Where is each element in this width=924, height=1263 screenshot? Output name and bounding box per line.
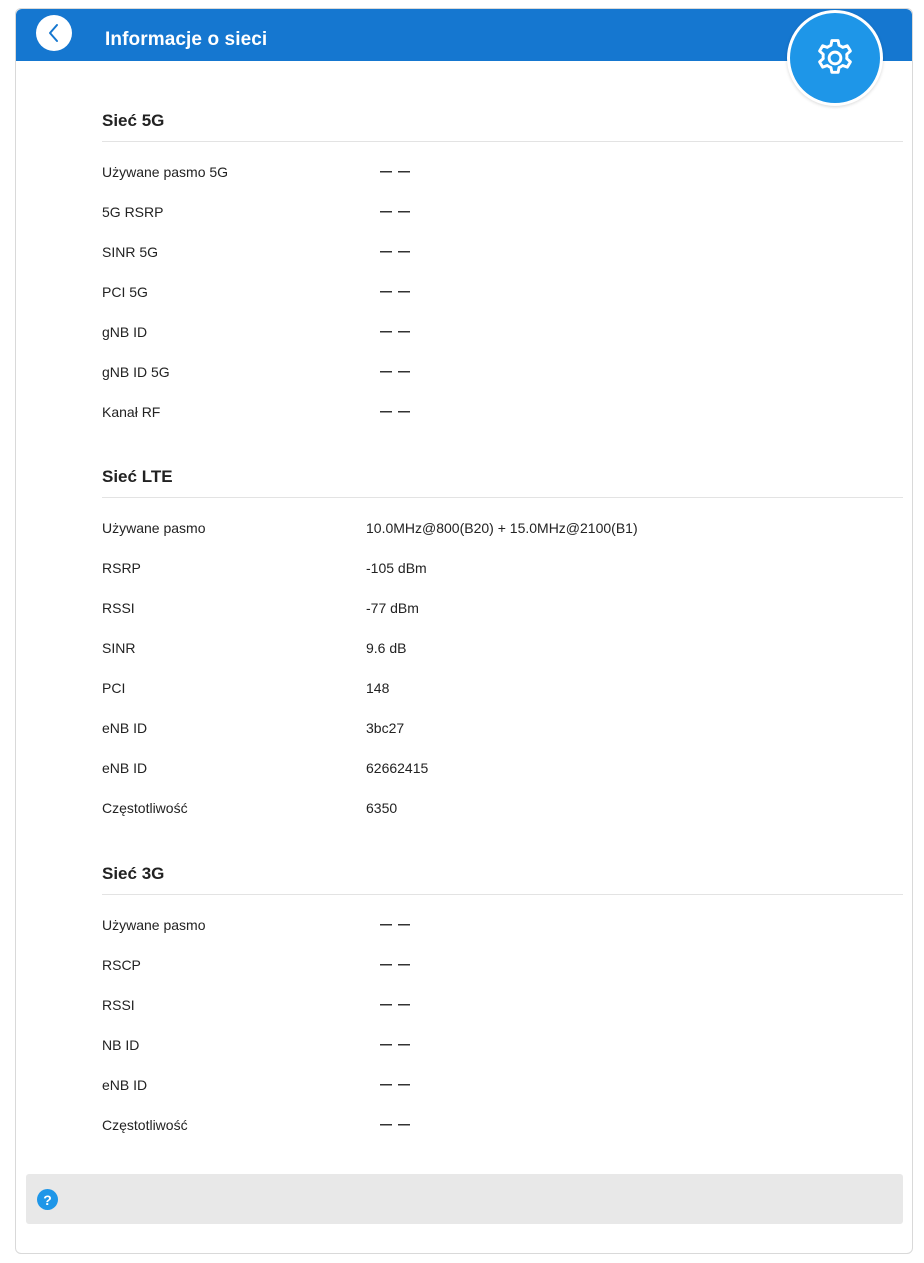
info-row-label: RSSI — [102, 600, 135, 616]
back-button[interactable] — [36, 15, 72, 51]
info-row-value: 3bc27 — [366, 720, 405, 736]
info-row-value — [380, 997, 410, 1013]
info-row-value: 10.0MHz@800(B20) + 15.0MHz@2100(B1) — [366, 520, 638, 536]
settings-button[interactable] — [787, 10, 883, 106]
info-row-label: Częstotliwość — [102, 1117, 188, 1133]
section-title: Sieć LTE — [102, 467, 173, 486]
info-row-value — [380, 404, 410, 420]
info-row-label: Używane pasmo — [102, 917, 206, 933]
info-row-value — [380, 204, 410, 220]
info-row-value — [380, 324, 410, 340]
empty-value-dash — [380, 1004, 410, 1006]
empty-value-dash — [380, 411, 410, 413]
info-row-label: eNB ID — [102, 1077, 148, 1093]
network-info-card — [15, 8, 913, 1254]
empty-value-dash — [380, 964, 410, 966]
info-row-label: Częstotliwość — [102, 800, 188, 816]
info-row-value: 62662415 — [366, 760, 429, 776]
info-row-value — [380, 364, 410, 380]
info-row-label: eNB ID — [102, 760, 148, 776]
empty-value-dash — [380, 291, 410, 293]
empty-value-dash — [380, 371, 410, 373]
info-row-value — [380, 1037, 410, 1053]
info-row-label: RSSI — [102, 997, 135, 1013]
empty-value-dash — [380, 1124, 410, 1126]
info-row-label: SINR — [102, 640, 136, 656]
info-row-value — [380, 284, 410, 300]
empty-value-dash — [380, 171, 410, 173]
info-row-value — [380, 1077, 410, 1093]
empty-value-dash — [380, 211, 410, 213]
help-bar — [26, 1174, 903, 1224]
info-row-value — [380, 917, 410, 933]
info-row-label: RSRP — [102, 560, 141, 576]
empty-value-dash — [380, 1084, 410, 1086]
info-row-label: NB ID — [102, 1037, 140, 1053]
section-title: Sieć 3G — [102, 864, 165, 883]
empty-value-dash — [380, 251, 410, 253]
info-row-label: PCI 5G — [102, 284, 148, 300]
page-title: Informacje o sieci — [105, 29, 268, 50]
info-row-value — [380, 164, 410, 180]
section-title: Sieć 5G — [102, 111, 165, 130]
question-icon[interactable]: ? — [37, 1189, 58, 1210]
info-row-label: Kanał RF — [102, 404, 161, 420]
info-row-label: Używane pasmo 5G — [102, 164, 229, 180]
info-row-value: -105 dBm — [366, 560, 427, 576]
info-row-value — [380, 957, 410, 973]
empty-value-dash — [380, 331, 410, 333]
info-row-value: 148 — [366, 680, 390, 696]
info-row-label: eNB ID — [102, 720, 148, 736]
info-row-value: 9.6 dB — [366, 640, 407, 656]
section-divider — [102, 141, 903, 142]
header-bar — [16, 9, 912, 61]
info-row-label: gNB ID — [102, 324, 148, 340]
info-row-label: 5G RSRP — [102, 204, 164, 220]
info-row-value: 6350 — [366, 800, 398, 816]
info-row-label: Używane pasmo — [102, 520, 206, 536]
empty-value-dash — [380, 924, 410, 926]
info-row-label: RSCP — [102, 957, 141, 973]
section-divider — [102, 894, 903, 895]
gear-icon — [813, 36, 857, 80]
info-row-label: PCI — [102, 680, 126, 696]
section-divider — [102, 497, 903, 498]
info-row-value — [380, 1117, 410, 1133]
empty-value-dash — [380, 1044, 410, 1046]
info-row-label: SINR 5G — [102, 244, 159, 260]
chevron-left-icon — [47, 23, 61, 43]
info-row-label: gNB ID 5G — [102, 364, 170, 380]
info-row-value — [380, 244, 410, 260]
info-row-value: -77 dBm — [366, 600, 419, 616]
